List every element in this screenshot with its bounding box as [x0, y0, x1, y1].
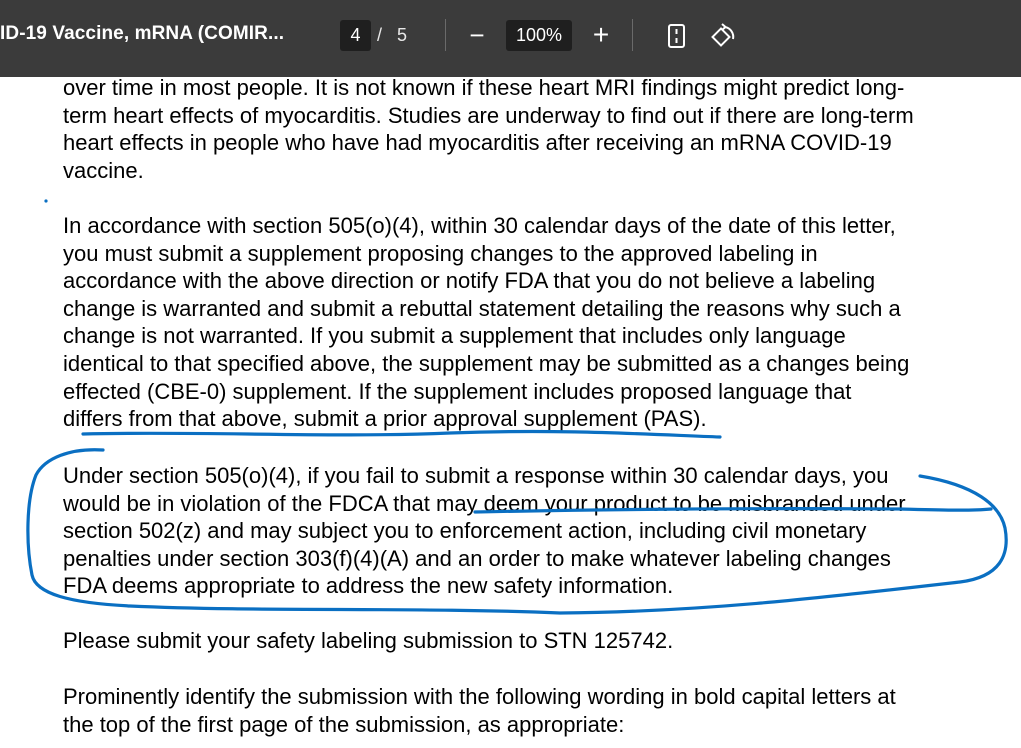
paragraph-identify-submission: Prominently identify the submission with the following wording in bold capital letters at the top of the first page of the submission, as appropriate:	[63, 684, 896, 737]
zoom-out-button[interactable]: −	[469, 20, 485, 50]
document-title: ID-19 Vaccine, mRNA (COMIR...	[0, 23, 285, 44]
toolbar-divider	[445, 19, 446, 51]
paragraph-supplement-requirement: In accordance with section 505(o)(4), within 30 calendar days of the date of this letter, you must submit a supplement proposing changes to the approved labeling in accordance with the above direction or notify FDA that you do not believe a labeling change is warranted and submit a rebuttal statement detailing the reasons why such a change is not warranted. If you submit a supplement that includes only language identical to that specified above, the supplement may be submitted as a changes being effected (CBE-0) supplement. If the supplement includes proposed language that differs from that above, submit a prior approval supplement (PAS).	[63, 213, 910, 432]
pdf-page	[0, 77, 1021, 748]
rotate-button[interactable]	[707, 20, 737, 52]
current-page-input[interactable]: 4	[340, 20, 371, 51]
zoom-level-input[interactable]: 100%	[506, 20, 572, 51]
toolbar-divider	[632, 19, 633, 51]
pdf-toolbar	[0, 0, 1021, 77]
paragraph-violation-warning: Under section 505(o)(4), if you fail to submit a response within 30 calendar days, you would be in violation of the FDCA that may deem your product to be misbranded under section 502(z) and may subject you to enforcement action, including civil monetary penalties under section 303(f)(4)(A) and an order to make whatever labeling changes FDA deems appropriate to address the new safety information.	[63, 463, 906, 599]
fit-page-button[interactable]	[662, 20, 692, 52]
page-separator: /	[377, 25, 383, 45]
rotate-icon	[707, 20, 739, 52]
fit-page-icon	[662, 20, 692, 52]
zoom-in-button[interactable]: +	[592, 19, 610, 50]
paragraph-submission-stn: Please submit your safety labeling submission to STN 125742.	[63, 628, 674, 653]
paragraph-myocarditis-studies: over time in most people. It is not known if these heart MRI findings might predict long- term heart effects of myocarditis. Studies are underway to find out if there are long-term heart effects in people who have had myocarditis after receiving an mRNA COVID-19 vaccine.	[63, 77, 914, 183]
total-pages: 5	[397, 25, 408, 45]
